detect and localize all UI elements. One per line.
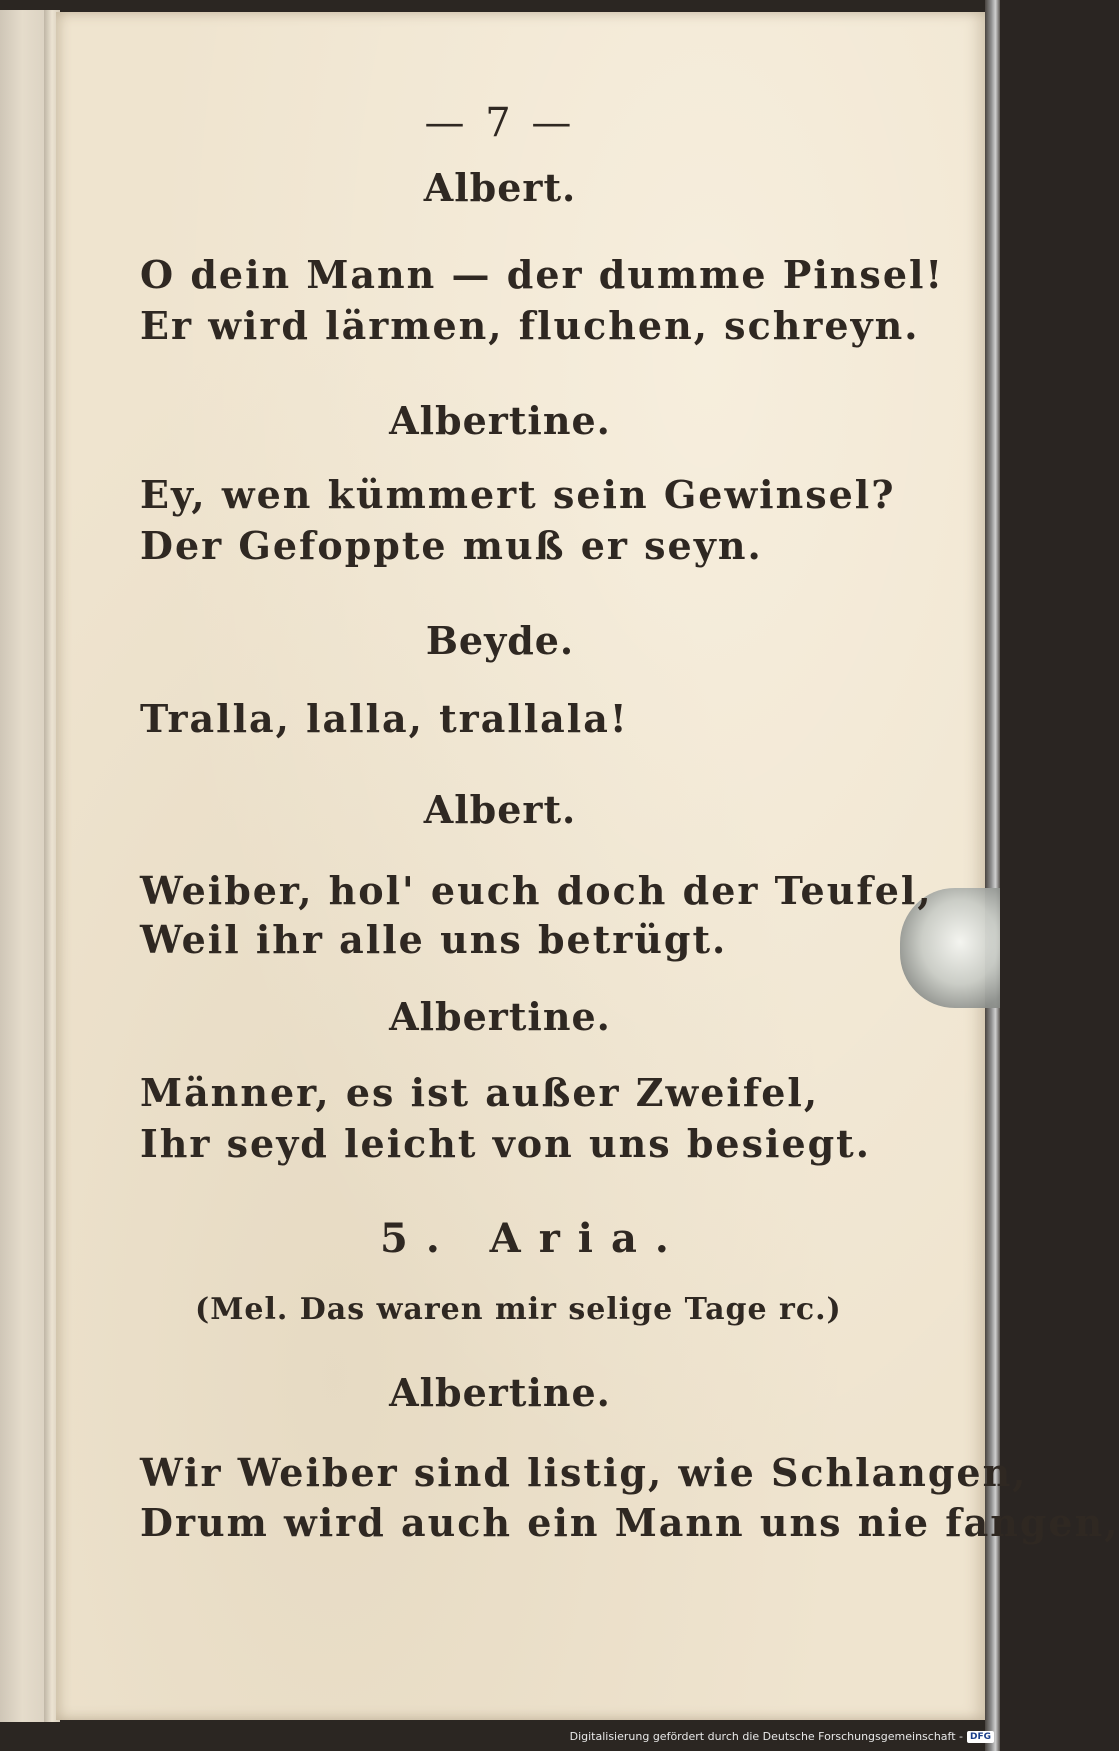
verse-line: Ey, wen kümmert sein Gewinsel? bbox=[140, 472, 896, 517]
verse-line: Weiber, hol' euch doch der Teufel, bbox=[140, 868, 933, 913]
verse-line: O dein Mann — der dumme Pinsel! bbox=[140, 252, 945, 297]
speaker-heading: Beyde. bbox=[425, 618, 575, 663]
melody-note: (Mel. Das waren mir selige Tage rc.) bbox=[195, 1292, 842, 1327]
credit-text: Digitalisierung gefördert durch die Deutsche Forschungsgemeinschaft - bbox=[569, 1730, 963, 1743]
aria-heading: 5. Aria. bbox=[380, 1215, 687, 1262]
speaker-heading: Albert. bbox=[423, 165, 577, 210]
verse-line: Drum wird auch ein Mann uns nie fangen, bbox=[140, 1500, 1119, 1545]
digitization-credit bbox=[570, 1730, 994, 1743]
verse-line: Wir Weiber sind listig, wie Schlangen, bbox=[140, 1450, 1028, 1495]
verse-line: Der Gefoppte muß er seyn. bbox=[140, 523, 763, 568]
dfg-logo: DFG bbox=[967, 1731, 994, 1743]
speaker-heading: Albertine. bbox=[389, 994, 611, 1039]
speaker-heading: Albertine. bbox=[389, 398, 611, 443]
verse-line: Weil ihr alle uns betrügt. bbox=[140, 917, 728, 962]
verse-line: Ihr seyd leicht von uns besiegt. bbox=[140, 1121, 871, 1166]
speaker-heading: Albertine. bbox=[389, 1370, 611, 1415]
verse-line: Tralla, lalla, trallala! bbox=[140, 696, 629, 741]
page-number: — 7 — bbox=[424, 100, 576, 146]
verse-line: Männer, es ist außer Zweifel, bbox=[140, 1070, 820, 1115]
speaker-heading: Albert. bbox=[423, 787, 577, 832]
verse-line: Er wird lärmen, fluchen, schreyn. bbox=[140, 303, 920, 348]
